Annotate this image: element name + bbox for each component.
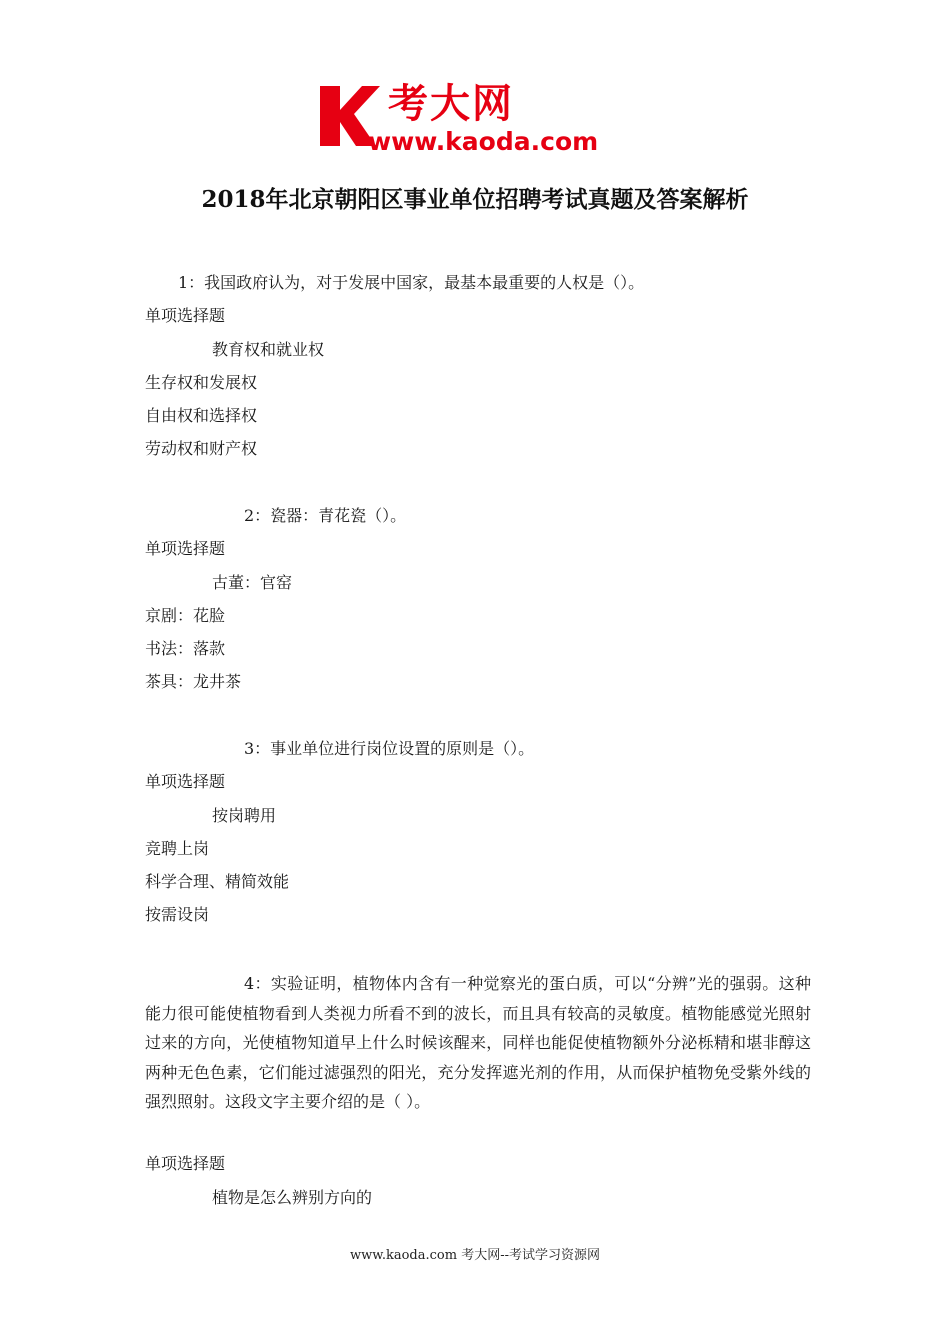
question-type: 单项选择题 (145, 1154, 226, 1173)
option-item: 茶具：龙井茶 (145, 672, 242, 691)
question-stem: 2：瓷器：青花瓷（）。 (244, 506, 407, 525)
kaoda-logo (318, 80, 638, 160)
option-item: 书法：落款 (145, 639, 226, 658)
question-type: 单项选择题 (145, 539, 226, 558)
option-item: 京剧：花脸 (145, 606, 226, 625)
question-stem: 3：事业单位进行岗位设置的原则是（）。 (244, 739, 535, 758)
question-stem: 4：实验证明，植物体内含有一种觉察光的蛋白质，可以“分辨”光的强弱。这种能力很可能使植物看到人类视力所看不到的波长，而且具有较高的灵敏度。植物能感觉光照射过来的方向，光使植物知道早上什么时候该醒来，同样也能促使植物额外分泌栎精和堪非醇这两种无色色素，它们能过滤强烈的阳光，充分发挥遮光剂的作用，从而保护植物免受紫外线的强烈照射。这段文字主要介绍的是（ ）。 (145, 974, 811, 1111)
document-title: 2018年北京朝阳区事业单位招聘考试真题及答案解析 (201, 186, 749, 213)
option-item: 植物是怎么辨别方向的 (212, 1188, 373, 1207)
question-type: 单项选择题 (145, 772, 226, 791)
option-item: 教育权和就业权 (212, 340, 325, 359)
question-stem: 1：我国政府认为，对于发展中国家，最基本最重要的人权是（）。 (178, 273, 645, 292)
option-item: 竞聘上岗 (145, 839, 210, 858)
option-item: 自由权和选择权 (145, 406, 258, 425)
page-footer: www.kaoda.com 考大网--考试学习资源网 (350, 1248, 600, 1263)
question-type: 单项选择题 (145, 306, 226, 325)
logo-brand-text: 考大网 (388, 81, 514, 127)
option-item: 按需设岗 (145, 905, 210, 924)
option-item: 按岗聘用 (212, 806, 277, 825)
option-item: 科学合理、精简效能 (145, 872, 290, 891)
logo-url-text: www.kaoda.com (368, 127, 599, 156)
option-item: 劳动权和财产权 (145, 439, 258, 458)
option-item: 生存权和发展权 (145, 373, 258, 392)
option-item: 古董：官窑 (212, 573, 293, 592)
